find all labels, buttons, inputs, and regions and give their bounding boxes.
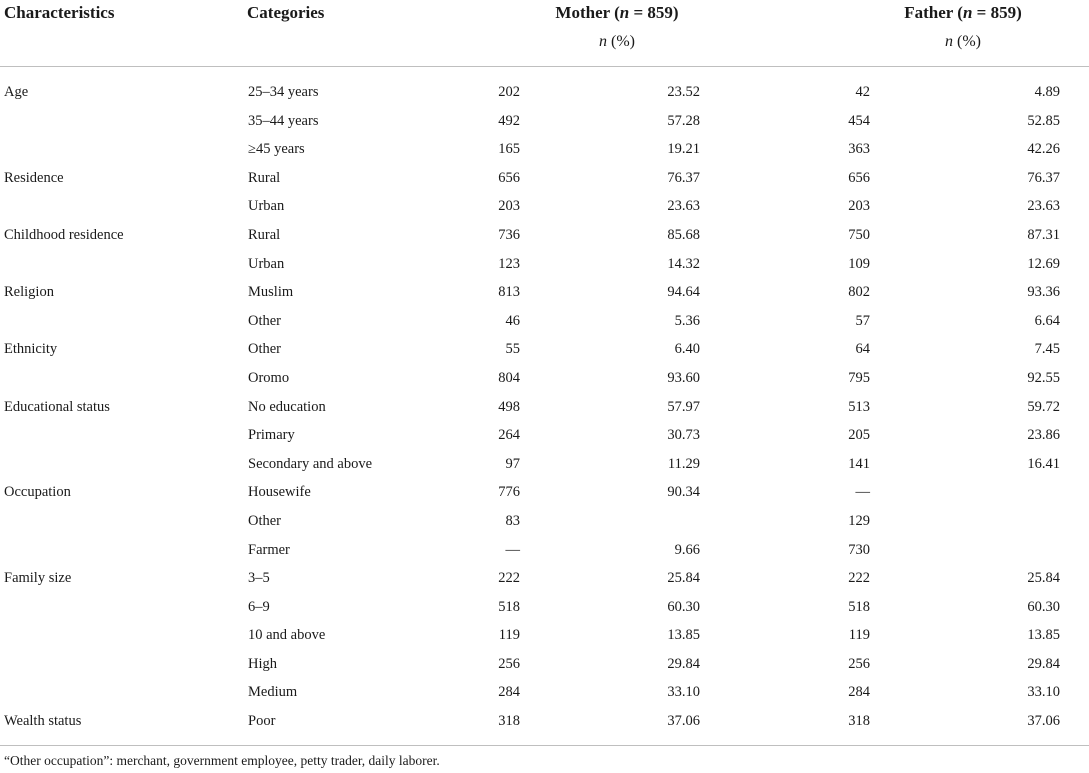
header-mother: [507, 0, 727, 55]
cell-mother-n: 492: [498, 112, 520, 129]
cell-mother-pct: 33.10: [667, 684, 700, 701]
cell-father-n: 656: [848, 169, 870, 186]
table-body: [0, 78, 1089, 736]
table-row: [0, 278, 1089, 307]
header-father-label: Father (: [904, 3, 963, 22]
table-row: [0, 393, 1089, 422]
table-row: [0, 78, 1089, 107]
table-row: [0, 507, 1089, 536]
cell-mother-n: 83: [505, 512, 520, 529]
cell-father-n: 141: [848, 455, 870, 472]
table-footnote: “Other occupation”: merchant, government employee, petty trader, daily laborer.: [4, 753, 440, 768]
cell-mother-pct: 57.97: [667, 398, 700, 415]
cell-mother-pct: 85.68: [667, 226, 700, 243]
table-row: [0, 707, 1089, 736]
cell-mother-n: 804: [498, 369, 520, 386]
cell-category: Poor: [248, 713, 276, 730]
cell-mother-n: 165: [498, 141, 520, 158]
cell-characteristic: Residence: [4, 169, 64, 186]
cell-mother-n: 256: [498, 655, 520, 672]
cell-mother-n: 736: [498, 226, 520, 243]
cell-mother-pct: 93.60: [667, 369, 700, 386]
cell-mother-pct: 57.28: [667, 112, 700, 129]
cell-characteristic: Ethnicity: [4, 341, 58, 358]
header-characteristics: Characteristics: [4, 3, 115, 22]
cell-category: Other: [248, 512, 282, 529]
header-father-sub: [853, 29, 1073, 55]
cell-father-pct: 29.84: [1027, 655, 1060, 672]
cell-mother-pct: 11.29: [667, 455, 700, 472]
cell-mother-pct: 37.06: [667, 713, 700, 730]
cell-father-n: 57: [855, 312, 870, 329]
cell-father-n: 363: [848, 141, 870, 158]
cell-mother-pct: 25.84: [667, 570, 700, 587]
table-row: [0, 650, 1089, 679]
cell-mother-pct: 30.73: [667, 427, 700, 444]
table-row: [0, 536, 1089, 565]
cell-category: Farmer: [248, 541, 290, 558]
cell-category: Primary: [248, 427, 295, 444]
cell-category: No education: [248, 398, 326, 415]
cell-mother-n: 813: [498, 284, 520, 301]
cell-category: Rural: [248, 226, 281, 243]
cell-mother-pct: 23.52: [667, 84, 700, 100]
cell-mother-pct: 29.84: [667, 655, 700, 672]
cell-category: Housewife: [248, 484, 311, 501]
cell-father-n: 513: [848, 398, 870, 415]
header-father: [853, 0, 1073, 55]
cell-father-n: 454: [848, 112, 870, 129]
cell-category: High: [248, 655, 277, 672]
cell-father-pct: 12.69: [1027, 255, 1060, 272]
cell-characteristic: Educational status: [4, 398, 110, 415]
cell-mother-n: 202: [498, 84, 520, 100]
cell-mother-n: 46: [505, 312, 520, 329]
table-row: [0, 450, 1089, 479]
cell-characteristic: Religion: [4, 284, 54, 301]
cell-category: 10 and above: [248, 627, 326, 644]
cell-father-n: 730: [848, 541, 870, 558]
table-row: [0, 364, 1089, 393]
cell-mother-pct: 6.40: [674, 341, 700, 358]
cell-category: Other: [248, 312, 282, 329]
cell-father-n: 795: [848, 369, 870, 386]
cell-father-n: 518: [848, 598, 870, 615]
cell-mother-pct: 76.37: [667, 169, 700, 186]
cell-mother-n: 264: [498, 427, 520, 444]
cell-mother-n: 518: [498, 598, 520, 615]
cell-father-pct: 4.89: [1034, 84, 1060, 100]
cell-father-pct: 23.63: [1027, 198, 1060, 215]
cell-father-n: 64: [855, 341, 870, 358]
footer-divider: [0, 745, 1089, 746]
cell-category: Rural: [248, 169, 281, 186]
cell-father-n: 119: [848, 627, 870, 644]
header-categories: Categories: [247, 3, 325, 22]
cell-mother-pct: 19.21: [667, 141, 700, 158]
header-father-eq: = 859): [972, 3, 1022, 22]
cell-father-n: 222: [848, 570, 870, 587]
cell-mother-n: 318: [498, 713, 520, 730]
cell-father-pct: 25.84: [1027, 570, 1060, 587]
header-father-sub-n: n: [945, 33, 953, 50]
table-row: [0, 164, 1089, 193]
table-row: [0, 135, 1089, 164]
table-row: [0, 192, 1089, 221]
cell-category: Urban: [248, 255, 285, 272]
cell-father-pct: 23.86: [1027, 427, 1060, 444]
table-row: [0, 250, 1089, 279]
header-father-sub-pct: (%): [953, 33, 981, 50]
header-mother-sub: [507, 29, 727, 55]
cell-mother-n: 498: [498, 398, 520, 415]
header-mother-sub-pct: (%): [607, 33, 635, 50]
cell-father-n: 284: [848, 684, 870, 701]
table-row: [0, 621, 1089, 650]
cell-category: 6–9: [248, 598, 270, 615]
cell-category: 35–44 years: [248, 112, 319, 129]
cell-father-n: 109: [848, 255, 870, 272]
cell-father-pct: 42.26: [1027, 141, 1060, 158]
table-row: [0, 307, 1089, 336]
header-mother-n: n: [619, 3, 630, 22]
cell-mother-pct: 13.85: [667, 627, 700, 644]
cell-father-n: 750: [848, 226, 870, 243]
header-divider: [0, 66, 1089, 67]
table-row: [0, 678, 1089, 707]
cell-mother-n: 222: [498, 570, 520, 587]
cell-mother-pct: 94.64: [667, 284, 700, 301]
cell-father-n: 256: [848, 655, 870, 672]
cell-mother-pct: 5.36: [674, 312, 700, 329]
cell-category: Urban: [248, 198, 285, 215]
cell-characteristic: Wealth status: [4, 713, 82, 730]
cell-characteristic: Age: [4, 84, 29, 100]
table-row: [0, 107, 1089, 136]
header-mother-label: Mother (: [555, 3, 620, 22]
cell-characteristic: Occupation: [4, 484, 71, 501]
cell-father-pct: 13.85: [1027, 627, 1060, 644]
cell-father-n: —: [855, 484, 870, 501]
table-row: [0, 478, 1089, 507]
cell-father-n: 129: [848, 512, 870, 529]
cell-mother-pct: 14.32: [667, 255, 700, 272]
cell-category: Oromo: [248, 369, 290, 386]
cell-father-pct: 6.64: [1034, 312, 1060, 329]
header-mother-sub-n: n: [599, 33, 607, 50]
cell-category: 25–34 years: [248, 84, 319, 100]
header-father-n: n: [962, 3, 973, 22]
cell-category: 3–5: [248, 570, 270, 587]
header-mother-eq: = 859): [629, 3, 679, 22]
cell-mother-n: 284: [498, 684, 520, 701]
cell-category: Medium: [248, 684, 298, 701]
cell-category: Other: [248, 341, 282, 358]
cell-mother-n: 55: [505, 341, 520, 358]
table-row: [0, 564, 1089, 593]
cell-father-n: 802: [848, 284, 870, 301]
cell-mother-pct: 90.34: [667, 484, 700, 501]
cell-mother-n: —: [505, 541, 520, 558]
cell-father-pct: 16.41: [1027, 455, 1060, 472]
cell-father-n: 205: [848, 427, 870, 444]
cell-father-pct: 59.72: [1027, 398, 1060, 415]
cell-category: ≥45 years: [248, 141, 305, 158]
cell-characteristic: Family size: [4, 570, 72, 587]
cell-father-pct: 87.31: [1027, 226, 1060, 243]
table-header: [0, 0, 1089, 66]
table-row: [0, 593, 1089, 622]
cell-father-pct: 7.45: [1034, 341, 1060, 358]
table-row: [0, 221, 1089, 250]
table-row: [0, 335, 1089, 364]
cell-father-n: 42: [855, 84, 870, 100]
cell-father-n: 318: [848, 713, 870, 730]
cell-father-pct: 60.30: [1027, 598, 1060, 615]
cell-mother-n: 123: [498, 255, 520, 272]
cell-mother-n: 776: [498, 484, 520, 501]
cell-category: Muslim: [248, 284, 294, 301]
cell-mother-pct: 9.66: [674, 541, 700, 558]
table-row: [0, 421, 1089, 450]
cell-father-pct: 33.10: [1027, 684, 1060, 701]
cell-father-n: 203: [848, 198, 870, 215]
cell-father-pct: 93.36: [1027, 284, 1060, 301]
cell-mother-n: 656: [498, 169, 520, 186]
cell-category: Secondary and above: [248, 455, 373, 472]
cell-father-pct: 76.37: [1027, 169, 1060, 186]
cell-mother-pct: 23.63: [667, 198, 700, 215]
cell-father-pct: 92.55: [1027, 369, 1060, 386]
cell-mother-pct: 60.30: [667, 598, 700, 615]
cell-characteristic: Childhood residence: [4, 226, 124, 243]
cell-mother-n: 97: [505, 455, 520, 472]
cell-mother-n: 203: [498, 198, 520, 215]
cell-father-pct: 37.06: [1027, 713, 1060, 730]
cell-mother-n: 119: [498, 627, 520, 644]
cell-father-pct: 52.85: [1027, 112, 1060, 129]
